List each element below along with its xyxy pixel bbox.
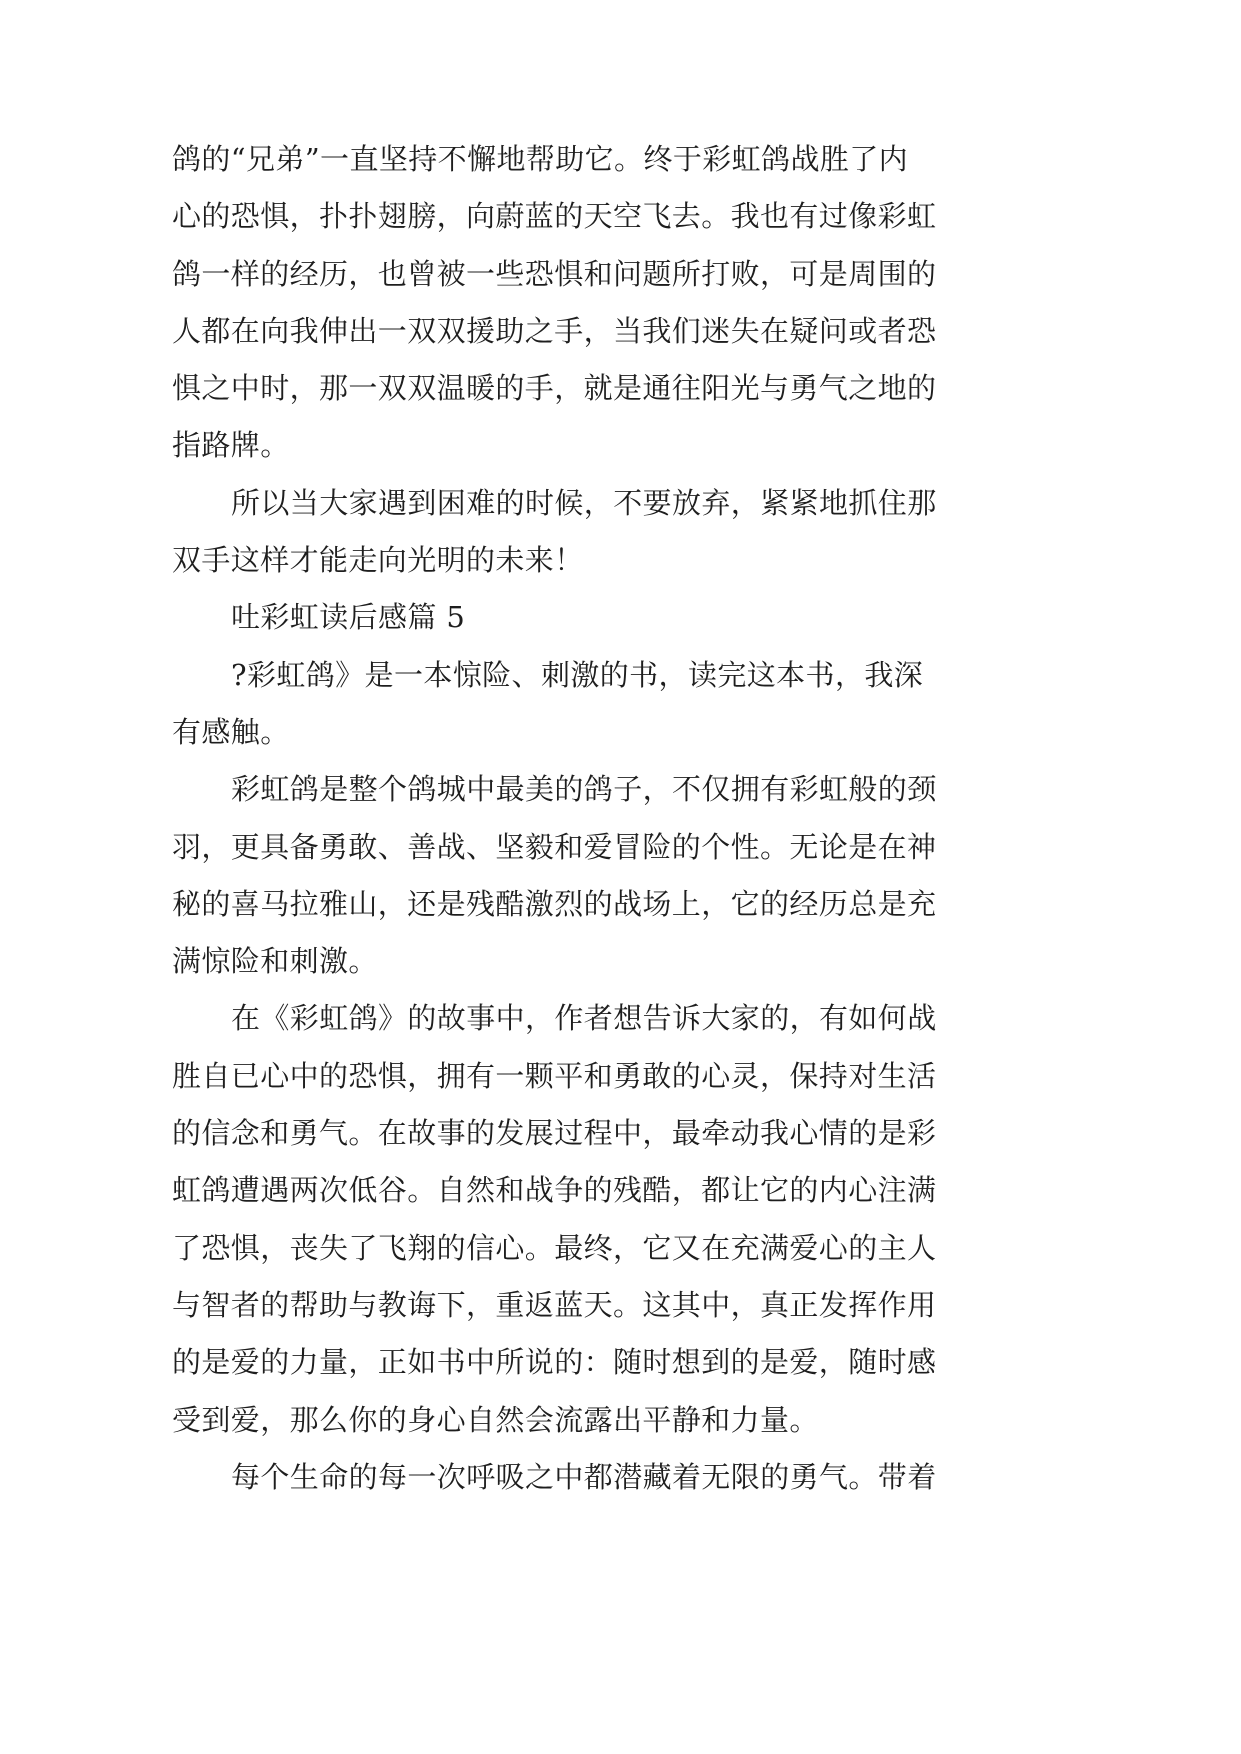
text-line: 人都在向我伸出一双双援助之手，当我们迷失在疑问或者恐 [172,313,937,348]
text-line: 了恐惧，丧失了飞翔的信心。最终，它又在充满爱心的主人 [172,1230,937,1265]
text-line: 羽，更具备勇敢、善战、坚毅和爱冒险的个性。无论是在神 [172,829,937,864]
text-line: 惧之中时，那一双双温暖的手，就是通往阳光与勇气之地的 [172,371,937,406]
text-line: 的信念和勇气。在故事的发展过程中，最牵动我心情的是彩 [172,1116,937,1151]
section-heading [172,589,972,646]
text-line: ?彩虹鸽》是一本惊险、刺激的书，读完这本书，我深 [231,657,924,692]
paragraph [172,1449,972,1506]
section-heading-text: 吐彩虹读后感篇 5 [231,600,466,635]
paragraph [172,990,972,1448]
text-line: 双手这样才能走向光明的未来！ [172,543,584,578]
text-line: 与智者的帮助与教诲下，重返蓝天。这其中，真正发挥作用 [172,1287,937,1322]
text-line: 满惊险和刺激。 [172,944,378,979]
text-line: 鸽一样的经历，也曾被一些恐惧和问题所打败，可是周围的 [172,256,937,291]
text-line: 虹鸽遭遇两次低谷。自然和战争的残酷，都让它的内心注满 [172,1173,937,1208]
text-line: 在《彩虹鸽》的故事中，作者想告诉大家的，有如何战 [231,1001,937,1036]
text-line: 每个生命的每一次呼吸之中都潜藏着无限的勇气。带着 [231,1459,937,1494]
text-line: 指路牌。 [172,428,290,463]
text-line: 的是爱的力量，正如书中所说的：随时想到的是爱，随时感 [172,1345,937,1380]
text-line: 鸽的“兄弟”一直坚持不懈地帮助它。终于彩虹鸽战胜了内 [172,142,909,176]
text-line: 有感触。 [172,714,290,749]
paragraph [172,761,972,990]
text-line: 胜自已心中的恐惧，拥有一颗平和勇敢的心灵，保持对生活 [172,1058,937,1093]
paragraph [172,475,972,590]
text-line: 秘的喜马拉雅山，还是残酷激烈的战场上，它的经历总是充 [172,886,937,921]
document-body [172,131,972,1506]
text-line: 心的恐惧，扑扑翅膀，向蔚蓝的天空飞去。我也有过像彩虹 [172,199,937,234]
paragraph [172,647,972,762]
text-line: 彩虹鸽是整个鸽城中最美的鸽子，不仅拥有彩虹般的颈 [231,772,937,807]
text-line: 受到爱，那么你的身心自然会流露出平静和力量。 [172,1402,819,1437]
text-line: 所以当大家遇到困难的时候，不要放弃，紧紧地抓住那 [231,485,937,520]
paragraph-continued [172,131,972,475]
